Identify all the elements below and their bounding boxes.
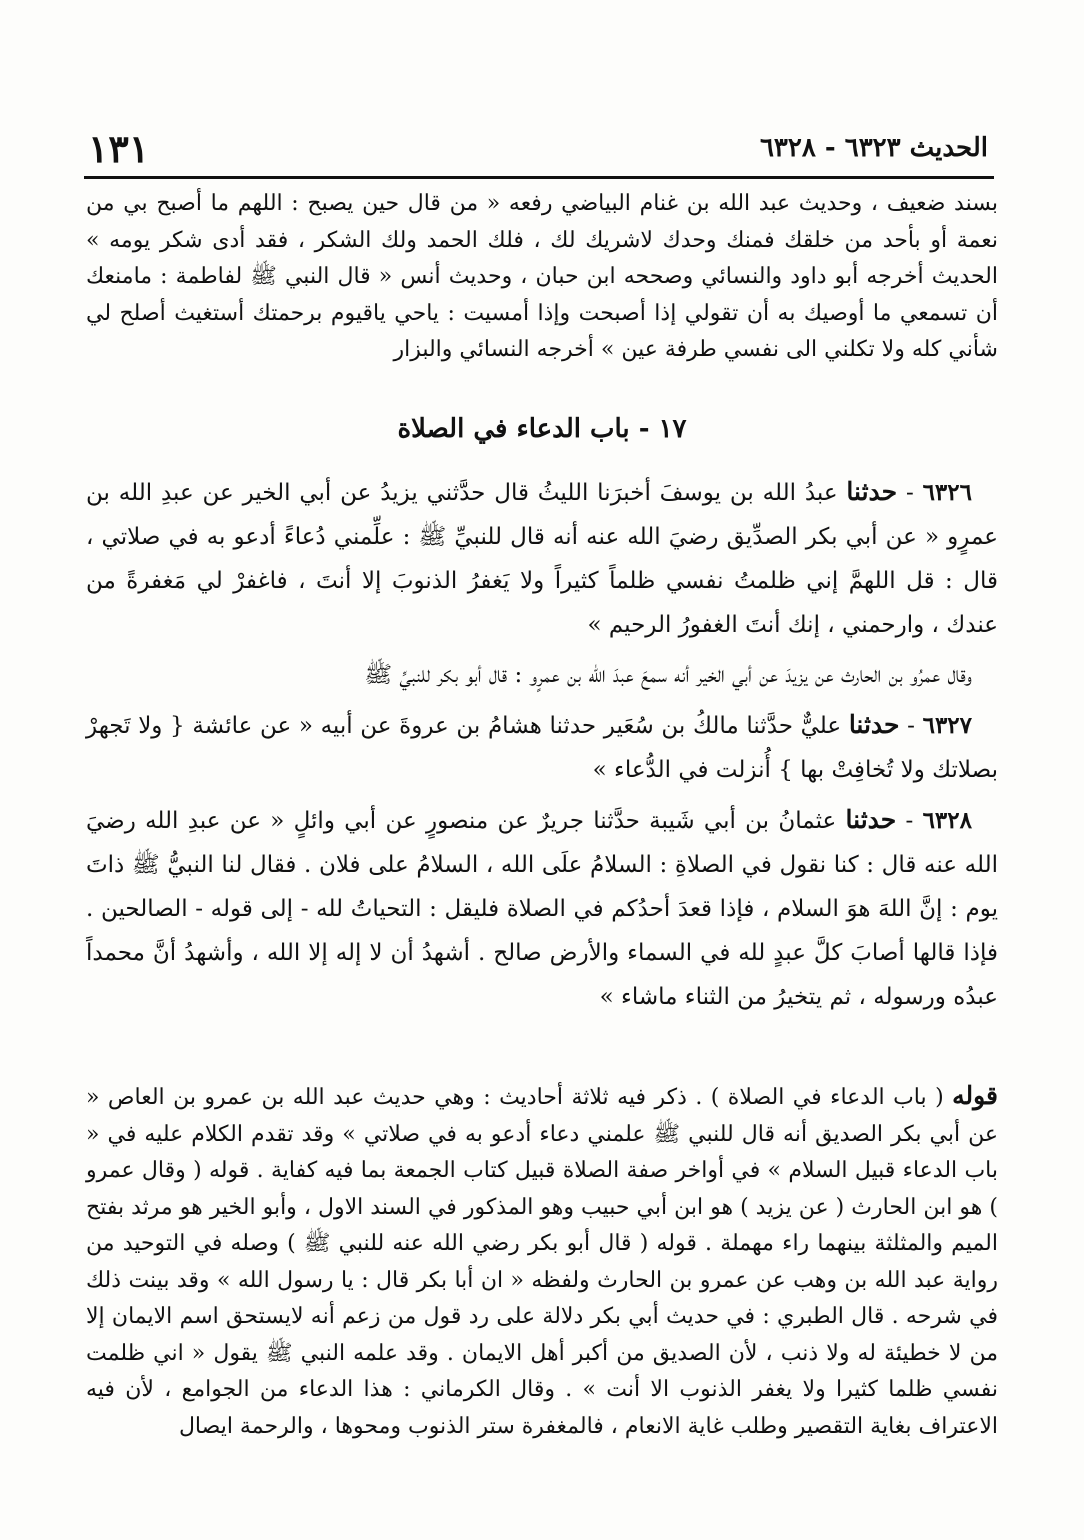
hadith-paragraph bbox=[86, 653, 998, 697]
hadith-paragraph: ٦٣٢٧ - حدثنا عليٌّ حدَّثنا مالكُ بن سُعَير حدثنا هشامُ بن عروةَ عن أبيه « عن عائشة { ولا تَجهرْ بصلاتك ولا تُخافِتْ بها } أُنزلت في الدُّعاء » bbox=[86, 710, 998, 783]
hadith-opener: حدثنا bbox=[848, 710, 900, 739]
hadith-opener: حدثنا bbox=[846, 477, 898, 506]
running-title: الحديث ٦٣٢٣ - ٦٣٢٨ bbox=[759, 133, 988, 163]
hadith-section bbox=[86, 470, 998, 1025]
page-number: ١٣١ bbox=[88, 125, 150, 171]
header-rule bbox=[84, 176, 994, 179]
commentary-section bbox=[86, 1078, 998, 1445]
hadith-number: ٦٣٢٨ bbox=[922, 807, 972, 834]
commentary-lead: قوله bbox=[952, 1081, 998, 1110]
page-header bbox=[88, 118, 988, 178]
hadith-text: عليٌّ حدَّثنا مالكُ بن سُعَير حدثنا هشامُ بن عروةَ عن أبيه « عن عائشة { ولا تَجهرْ بصلاتك ولا تُخافِتْ بها } أُنزلت في الدُّعاء » bbox=[86, 713, 998, 783]
hadith-text: عثمانُ بن أبي شَيبة حدَّثنا جريرٌ عن منصورٍ عن أبي وائلٍ « عن عبدِ الله رضيَ الله عنه قال : كنا نقول في الصلاةِ : السلامُ علَى الله ، السلامُ على فلان . فقال لنا النبيُّ ﷺ ذاتَ يوم : إنَّ اللهَ هوَ السلام ، فإذا قعدَ أحدُكم في الصلاة فليقل : التحياتُ لله - إلى قوله - الصالحين . فإذا قالها أصابَ كلَّ عبدٍ لله في السماء والأرض صالح . أشهدُ أن لا إله إلا الله ، وأشهدُ أنَّ محمداً عبدُه ورسوله ، ثم يتخيرُ من الثناء ماشاء » bbox=[86, 808, 998, 1010]
commentary-text: ( باب الدعاء في الصلاة ) . ذكر فيه ثلاثة أحاديث : وهي حديث عبد الله بن عمرو بن العاص « عن أبي بكر الصديق أنه قال للنبي ﷺ علمني دعاء أدعو به في صلاتي » وقد تقدم الكلام عليه في « باب الدعاء قبيل السلام » في أواخر صفة الصلاة قبيل كتاب الجمعة بما فيه كفاية . قوله ( وقال عمرو ) هو ابن الحارث ( عن يزيد ) هو ابن أبي حبيب وهو المذكور في السند الاول ، وأبو الخير هو مرثد بفتح الميم والمثلثة بينهما راء مهملة . قوله ( قال أبو بكر رضي الله عنه للنبي ﷺ ) وصله في التوحيد من رواية عبد الله بن وهب عن عمرو بن الحارث ولفظه « ان أبا بكر قال : يا رسول الله » وقد بينت ذلك في شرحه . قال الطبري : في حديث أبي بكر دلالة على رد قول من زعم أنه لايستحق اسم الايمان إلا من لا خطيئة له ولا ذنب ، لأن الصديق من أكبر أهل الايمان . وقد علمه النبي ﷺ يقول « اني ظلمت نفسي ظلما كثيرا ولا يغفر الذنوب الا أنت » . وقال الكرماني : هذا الدعاء من الجوامع ، لأن فيه الاعتراف بغاية التقصير وطلب غاية الانعام ، فالمغفرة ستر الذنوب ومحوها ، والرحمة ايصال bbox=[86, 1085, 998, 1439]
hadith-number: ٦٣٢٧ bbox=[922, 712, 973, 739]
hadith-opener: حدثنا bbox=[845, 805, 897, 834]
top-commentary-text: بسند ضعيف ، وحديث عبد الله بن غنام البياضي رفعه « من قال حين يصبح : اللهم ما أصبح بي من نعمة أو بأحد من خلقك فمنك وحدك لاشريك لك ، فلك الحمد ولك الشكر ، فقد أدى شكر يومه » الحديث أخرجه أبو داود والنسائي وصححه ابن حبان ، وحديث أنس « قال النبي ﷺ لفاطمة : مامنعك أن تسمعي ما أوصيك به أن تقولي إذا أصبحت وإذا أمسيت : ياحي ياقيوم برحمتك أستغيث أصلح لي شأني كله ولا تكلني الى نفسي طرفة عين » أخرجه النسائي والبزار bbox=[86, 191, 998, 362]
hadith-paragraph: ٦٣٢٦ - حدثنا عبدُ الله بن يوسفَ أخبرَنا الليثُ قال حدَّثني يزيدُ عن أبي الخير عن عبدِ الله بن عمرٍو « عن أبي بكر الصدِّيق رضيَ الله عنه أنه قال للنبيِّ ﷺ : علِّمني دُعاءً أدعو به في صلاتي ، قال : قل اللهمَّ إني ظلمتُ نفسي ظلماً كثيراً ولا يَغفرُ الذنوبَ إلا أنتَ ، فاغفرْ لي مَغفرةً من عندك ، وارحمني ، إنك أنتَ الغفورُ الرحيم » bbox=[86, 477, 998, 638]
hadith-text: عبدُ الله بن يوسفَ أخبرَنا الليثُ قال حدَّثني يزيدُ عن أبي الخير عن عبدِ الله بن عمرٍو « عن أبي بكر الصدِّيق رضيَ الله عنه أنه قال للنبيِّ ﷺ : علِّمني دُعاءً أدعو به في صلاتي ، قال : قل اللهمَّ إني ظلمتُ نفسي ظلماً كثيراً ولا يَغفرُ الذنوبَ إلا أنتَ ، فاغفرْ لي مَغفرةً من عندك ، وارحمني ، إنك أنتَ الغفورُ الرحيم » bbox=[86, 480, 998, 638]
chapter-heading: ١٧ - باب الدعاء في الصلاة bbox=[397, 414, 687, 444]
hadith-paragraph: ٦٣٢٨ - حدثنا عثمانُ بن أبي شَيبة حدَّثنا جريرٌ عن منصورٍ عن أبي وائلٍ « عن عبدِ الله رضيَ الله عنه قال : كنا نقول في الصلاةِ : السلامُ علَى الله ، السلامُ على فلان . فقال لنا النبيُّ ﷺ ذاتَ يوم : إنَّ اللهَ هوَ السلام ، فإذا قعدَ أحدُكم في الصلاة فليقل : التحياتُ لله - إلى قوله - الصالحين . فإذا قالها أصابَ كلَّ عبدٍ لله في السماء والأرض صالح . أشهدُ أن لا إله إلا الله ، وأشهدُ أنَّ محمداً عبدُه ورسوله ، ثم يتخيرُ من الثناء ماشاء » bbox=[86, 805, 998, 1010]
hadith-number: ٦٣٢٦ bbox=[922, 479, 972, 506]
hadith-text: وقال عمرُو بن الحارث عن يزيدَ عن أبي الخير أنه سمعَ عبدَ الله بن عمرٍو : قال أبو بكر للنبيِّ ﷺ bbox=[364, 662, 972, 688]
